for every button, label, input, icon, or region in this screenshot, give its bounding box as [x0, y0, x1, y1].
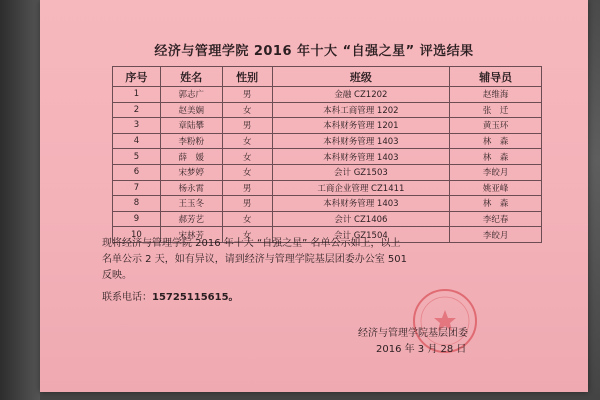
table-row: [113, 118, 542, 134]
table-row: [113, 164, 542, 180]
cell-gender: 男: [222, 87, 272, 103]
cell-gender: 女: [222, 211, 272, 227]
cell-gender: 男: [222, 196, 272, 212]
cell-name: 郭志广: [160, 87, 222, 103]
header-index: 序号: [113, 67, 161, 87]
cell-name: 宋梦婷: [160, 164, 222, 180]
cell-class: 本科工商管理 1202: [272, 102, 450, 118]
table-row: [113, 149, 542, 165]
cell-counselor: 李皎月: [450, 227, 542, 243]
cell-index: 9: [113, 211, 161, 227]
cell-name: 杨永霄: [160, 180, 222, 196]
cell-index: 10: [113, 227, 161, 243]
cell-counselor: 黄玉环: [450, 118, 542, 134]
results-table: [112, 66, 542, 243]
table-header-row: [113, 67, 542, 87]
cell-counselor: 赵维海: [450, 87, 542, 103]
cell-class: 本科财务管理 1403: [272, 149, 450, 165]
dark-edge: [0, 0, 40, 400]
table-row: [113, 196, 542, 212]
notice-line: 名单公示 2 天，如有异议，请到经济与管理学院基层团委办公室 501: [102, 254, 407, 265]
contact-label: 联系电话：: [102, 292, 152, 303]
notice-paper: [40, 0, 588, 392]
cell-name: 王玉冬: [160, 196, 222, 212]
cell-index: 4: [113, 133, 161, 149]
cell-counselor: 林 森: [450, 133, 542, 149]
cell-name: 章陆攀: [160, 118, 222, 134]
cell-class: 本科财务管理 1403: [272, 196, 450, 212]
cell-index: 1: [113, 87, 161, 103]
cell-gender: 女: [222, 227, 272, 243]
cell-name: 郝芳艺: [160, 211, 222, 227]
cell-class: 金融 CZ1202: [272, 87, 450, 103]
table-row: [113, 180, 542, 196]
cell-class: 本科财务管理 1201: [272, 118, 450, 134]
cell-class: 工商企业管理 CZ1411: [272, 180, 450, 196]
issue-date: 2016 年 3 月 28 日: [376, 344, 467, 355]
cell-name: 薛 媛: [160, 149, 222, 165]
page-title: 经济与管理学院 2016 年十大 “自强之星” 评选结果: [154, 44, 474, 59]
cell-gender: 女: [222, 102, 272, 118]
cell-counselor: 林 森: [450, 196, 542, 212]
table-row: [113, 133, 542, 149]
issuer-name: 经济与管理学院基层团委: [358, 328, 468, 339]
cell-counselor: 张 迁: [450, 102, 542, 118]
contact-info: [102, 288, 239, 303]
header-gender: 性别: [222, 67, 272, 87]
cell-gender: 女: [222, 133, 272, 149]
notice-line: 现将经济与管理学院 2016 年十大 “自强之星” 名单公示如上，以上: [102, 238, 401, 249]
cell-counselor: 李皎月: [450, 164, 542, 180]
cell-gender: 女: [222, 164, 272, 180]
cell-counselor: 林 森: [450, 149, 542, 165]
cell-counselor: 李纪春: [450, 211, 542, 227]
cell-index: 8: [113, 196, 161, 212]
cell-name: 李粉粉: [160, 133, 222, 149]
cell-gender: 男: [222, 118, 272, 134]
cell-index: 3: [113, 118, 161, 134]
cell-gender: 女: [222, 149, 272, 165]
header-counselor: 辅导员: [450, 67, 542, 87]
header-name: 姓名: [160, 67, 222, 87]
cell-index: 2: [113, 102, 161, 118]
header-class: 班级: [272, 67, 450, 87]
cell-index: 5: [113, 149, 161, 165]
notice-text: [102, 236, 562, 284]
table-body: [113, 87, 542, 243]
table-row: [113, 87, 542, 103]
cell-index: 6: [113, 164, 161, 180]
cell-index: 7: [113, 180, 161, 196]
notice-line: 反映。: [102, 270, 132, 281]
table-row: [113, 102, 542, 118]
cell-class: 本科财务管理 1403: [272, 133, 450, 149]
cell-class: 会计 GZ1504: [272, 227, 450, 243]
cell-name: 宋林芳: [160, 227, 222, 243]
table-row: [113, 211, 542, 227]
cell-counselor: 姚亚峰: [450, 180, 542, 196]
cell-gender: 男: [222, 180, 272, 196]
cell-class: 会计 GZ1503: [272, 164, 450, 180]
cell-class: 会计 CZ1406: [272, 211, 450, 227]
cell-name: 赵美娴: [160, 102, 222, 118]
contact-phone: 15725115615。: [152, 292, 239, 303]
